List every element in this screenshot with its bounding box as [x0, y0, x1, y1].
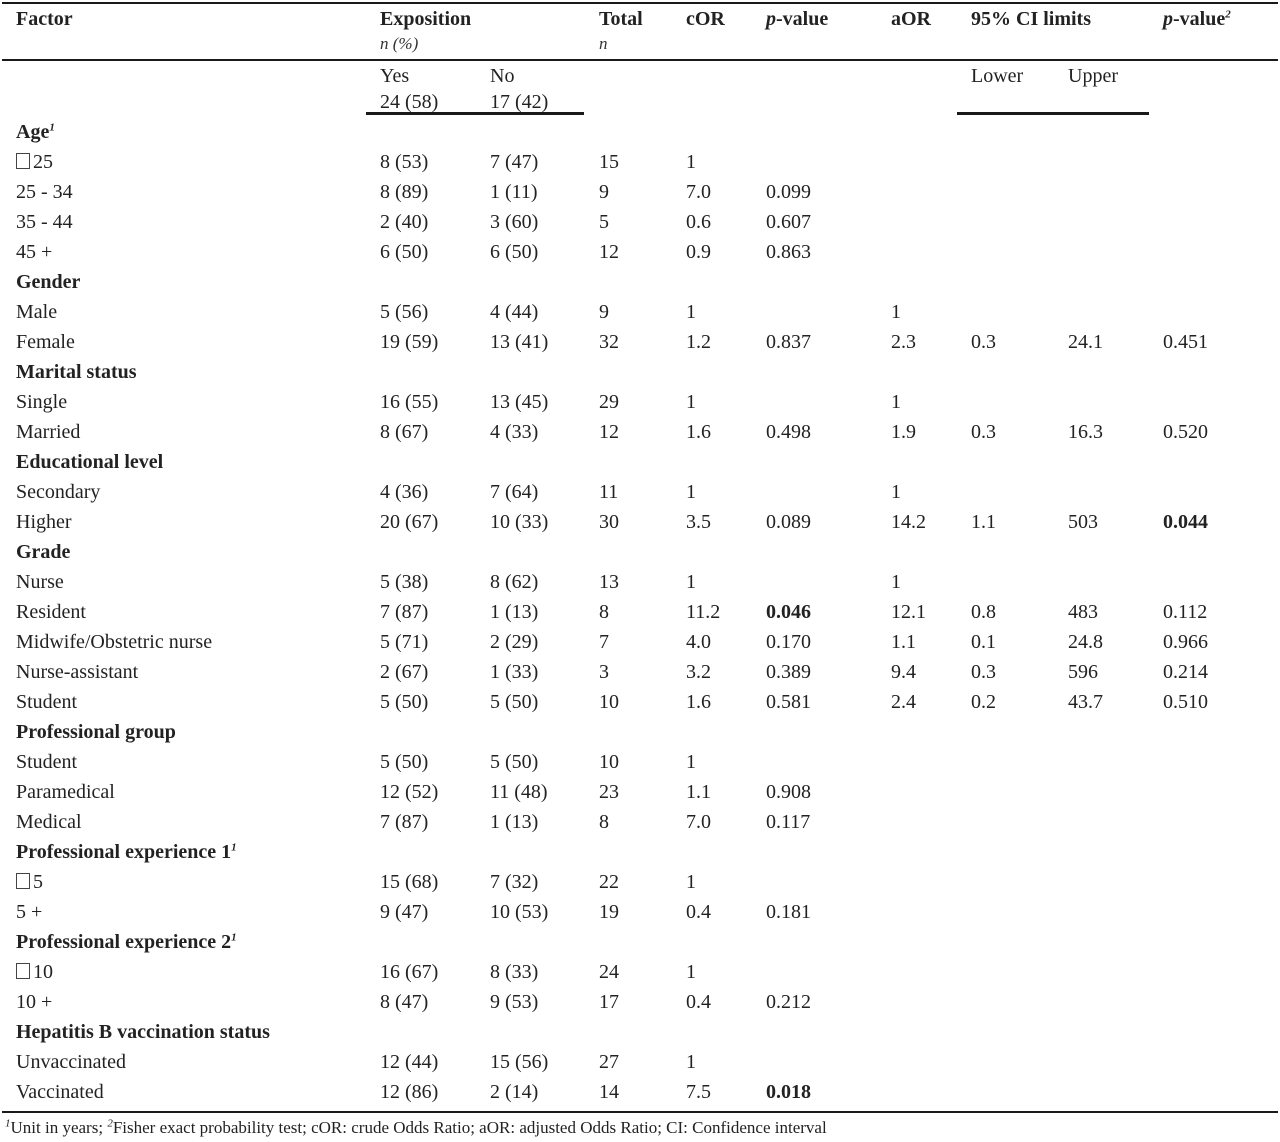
cell-cor: 0.6 [686, 211, 711, 233]
bottom-rule [2, 1111, 1278, 1113]
subheader-upper: Upper [1068, 65, 1118, 87]
section-label: Hepatitis B vaccination status [16, 1021, 270, 1043]
cell-ci-lower: 0.1 [971, 631, 996, 653]
cell-yes: 5 (50) [380, 691, 429, 713]
cell-ci-lower: 0.3 [971, 661, 996, 683]
cell-no: 15 (56) [490, 1051, 549, 1073]
cell-pvalue2: 0.112 [1163, 601, 1208, 623]
cell-cor: 7.0 [686, 181, 711, 203]
cell-total: 27 [599, 1051, 619, 1073]
cell-total: 8 [599, 601, 609, 623]
row-label: Unvaccinated [16, 1051, 126, 1073]
cell-no: 7 (47) [490, 151, 539, 173]
cell-yes: 5 (38) [380, 571, 429, 593]
cell-cor: 3.2 [686, 661, 711, 683]
cell-aor: 9.4 [891, 661, 916, 683]
cell-total: 9 [599, 301, 609, 323]
row-label: Male [16, 301, 58, 323]
cell-total: 12 [599, 421, 619, 443]
cell-aor: 2.3 [891, 331, 916, 353]
cell-no: 6 (50) [490, 241, 539, 263]
cell-yes: 4 (36) [380, 481, 429, 503]
cell-cor: 1.6 [686, 421, 711, 443]
cell-cor: 7.5 [686, 1081, 711, 1103]
footnote: $^1$Unit in years; $^2$Fisher exact probability test; cOR: crude Odds Ratio; aOR: adjusted Odds Ratio; CI: Confidence interval [5, 1117, 827, 1137]
cell-pvalue: 0.389 [766, 661, 811, 683]
cell-ci-lower: 0.3 [971, 331, 996, 353]
col-header-pvalue: p-value [766, 8, 829, 30]
col-header-exposition: Exposition [380, 8, 472, 30]
row-label: Married [16, 421, 81, 443]
cell-cor: 0.4 [686, 991, 711, 1013]
cell-total: 15 [599, 151, 619, 173]
cell-pvalue: 0.212 [766, 991, 811, 1013]
cell-total: 19 [599, 901, 619, 923]
cell-no: 10 (33) [490, 511, 549, 533]
cell-aor: 14.2 [891, 511, 926, 533]
cell-pvalue: 0.837 [766, 331, 811, 353]
section-label: Professional experience $1^1$ [16, 841, 237, 863]
cell-yes: 12 (52) [380, 781, 439, 803]
row-label: Vaccinated [16, 1081, 104, 1103]
cell-pvalue2: 0.044 [1163, 511, 1208, 533]
section-label: Professional experience $2^1$ [16, 931, 237, 953]
cell-yes: 5 (50) [380, 751, 429, 773]
col-header-ci: 95% CI limits [971, 8, 1091, 30]
cell-no: 2 (29) [490, 631, 539, 653]
row-label: Nurse-assistant [16, 661, 139, 683]
cell-total: 10 [599, 751, 619, 773]
cell-total: 24 [599, 961, 619, 983]
row-label: 25 - 34 [16, 181, 73, 203]
cell-pvalue: 0.498 [766, 421, 811, 443]
cell-ci-upper: 596 [1068, 661, 1098, 683]
cell-ci-upper: 483 [1068, 601, 1098, 623]
cell-yes: 19 (59) [380, 331, 439, 353]
subheader-lower: Lower [971, 65, 1024, 87]
cell-cor: 0.4 [686, 901, 711, 923]
cell-no: 1 (13) [490, 601, 539, 623]
cell-no: 8 (62) [490, 571, 539, 593]
cell-total: 13 [599, 571, 619, 593]
cell-aor: 1.9 [891, 421, 916, 443]
row-label: Paramedical [16, 781, 115, 803]
row-label: Secondary [16, 481, 101, 503]
cell-yes: 7 (87) [380, 811, 429, 833]
cell-cor: 1 [686, 1051, 696, 1073]
col-subheader-total: n [599, 34, 608, 53]
subheader-yes: Yes [380, 65, 410, 87]
cell-total: 17 [599, 991, 619, 1013]
cell-total: 14 [599, 1081, 619, 1103]
cell-pvalue2: 0.451 [1163, 331, 1208, 353]
row-label: Student [16, 751, 78, 773]
cell-total: 23 [599, 781, 619, 803]
row-label: 35 - 44 [16, 211, 73, 233]
cell-cor: 7.0 [686, 811, 711, 833]
cell-total: 12 [599, 241, 619, 263]
section-label: Gender [16, 271, 81, 293]
cell-ci-lower: 0.8 [971, 601, 996, 623]
subheader-no: No [490, 65, 515, 87]
cell-no: 1 (13) [490, 811, 539, 833]
cell-no: 8 (33) [490, 961, 539, 983]
cell-pvalue: 0.089 [766, 511, 811, 533]
col-subheader-exposition: n (%) [380, 34, 419, 53]
cell-cor: 1.2 [686, 331, 711, 353]
section-label: Marital status [16, 361, 137, 383]
cell-ci-lower: 1.1 [971, 511, 996, 533]
cell-yes: 2 (67) [380, 661, 429, 683]
cell-yes: 8 (53) [380, 151, 429, 173]
cell-no: 1 (11) [490, 181, 538, 203]
cell-pvalue2: 0.510 [1163, 691, 1208, 713]
cell-cor: 1 [686, 301, 696, 323]
cell-total: 32 [599, 331, 619, 353]
cell-pvalue: 0.581 [766, 691, 811, 713]
row-label: Medical [16, 811, 82, 833]
cell-ci-upper: 503 [1068, 511, 1098, 533]
cell-ci-lower: 0.2 [971, 691, 996, 713]
cell-total: 22 [599, 871, 619, 893]
cell-yes: 16 (55) [380, 391, 439, 413]
cell-ci-upper: 43.7 [1068, 691, 1103, 713]
cell-pvalue: 0.046 [766, 601, 811, 623]
cell-aor: 1 [891, 571, 901, 593]
cell-no: 5 (50) [490, 691, 539, 713]
cell-pvalue: 0.170 [766, 631, 811, 653]
header-rule [2, 59, 1278, 61]
cell-aor: 1.1 [891, 631, 916, 653]
cell-no: 2 (14) [490, 1081, 539, 1103]
subheader-no-count: 17 (42) [490, 91, 549, 113]
cell-ci-upper: 24.8 [1068, 631, 1103, 653]
cell-cor: 1.6 [686, 691, 711, 713]
section-label: Educational level [16, 451, 164, 473]
cell-aor: 2.4 [891, 691, 916, 713]
cell-pvalue: 0.863 [766, 241, 811, 263]
cell-pvalue2: 0.520 [1163, 421, 1208, 443]
cell-no: 4 (33) [490, 421, 539, 443]
cell-aor: 1 [891, 481, 901, 503]
col-header-cor: cOR [686, 8, 725, 30]
row-label: Nurse [16, 571, 64, 593]
cell-yes: 8 (89) [380, 181, 429, 203]
missing-glyph-icon [16, 873, 30, 889]
cell-no: 4 (44) [490, 301, 539, 323]
cell-no: 1 (33) [490, 661, 539, 683]
cell-cor: 11.2 [686, 601, 721, 623]
cell-no: 11 (48) [490, 781, 548, 803]
cell-no: 7 (32) [490, 871, 539, 893]
cell-pvalue: 0.607 [766, 211, 811, 233]
cell-cor: 1 [686, 961, 696, 983]
cell-total: 7 [599, 631, 609, 653]
cell-cor: 1 [686, 871, 696, 893]
cell-ci-upper: 24.1 [1068, 331, 1103, 353]
cell-yes: 12 (86) [380, 1081, 439, 1103]
cell-total: 9 [599, 181, 609, 203]
cell-pvalue: 0.018 [766, 1081, 811, 1103]
cell-cor: 1 [686, 571, 696, 593]
section-label: Age$^1$ [16, 121, 55, 143]
row-label: Resident [16, 601, 86, 623]
row-label: Midwife/Obstetric nurse [16, 631, 213, 653]
col-header-total: Total [599, 8, 643, 30]
cell-ci-upper: 16.3 [1068, 421, 1103, 443]
cell-total: 29 [599, 391, 619, 413]
row-label: Female [16, 331, 75, 353]
cell-pvalue: 0.117 [766, 811, 811, 833]
cell-yes: 5 (56) [380, 301, 429, 323]
row-label: Higher [16, 511, 72, 533]
row-label: 45 + [16, 241, 53, 263]
cell-cor: 1 [686, 481, 696, 503]
cell-no: 13 (41) [490, 331, 549, 353]
cell-cor: 3.5 [686, 511, 711, 533]
cell-cor: 1 [686, 391, 696, 413]
row-label: 25 [16, 151, 53, 173]
cell-no: 7 (64) [490, 481, 539, 503]
cell-pvalue2: 0.966 [1163, 631, 1208, 653]
cell-yes: 7 (87) [380, 601, 429, 623]
cell-cor: 0.9 [686, 241, 711, 263]
missing-glyph-icon [16, 153, 30, 169]
cell-yes: 8 (47) [380, 991, 429, 1013]
cell-pvalue: 0.908 [766, 781, 811, 803]
row-label: 5 [16, 871, 43, 893]
cell-aor: 12.1 [891, 601, 926, 623]
cell-total: 5 [599, 211, 609, 233]
cell-no: 13 (45) [490, 391, 549, 413]
missing-glyph-icon [16, 963, 30, 979]
col-header-aor: aOR [891, 8, 931, 30]
cell-aor: 1 [891, 301, 901, 323]
cell-cor: 1 [686, 151, 696, 173]
row-label: Single [16, 391, 68, 413]
cell-cor: 1.1 [686, 781, 711, 803]
cell-pvalue: 0.181 [766, 901, 811, 923]
cell-yes: 2 (40) [380, 211, 429, 233]
row-label: 5 + [16, 901, 43, 923]
cell-pvalue: 0.099 [766, 181, 811, 203]
cell-yes: 5 (71) [380, 631, 429, 653]
cell-no: 3 (60) [490, 211, 539, 233]
ci-underline [957, 112, 1149, 115]
cell-yes: 20 (67) [380, 511, 439, 533]
col-header-factor: Factor [16, 8, 73, 30]
subheader-yes-count: 24 (58) [380, 91, 439, 113]
cell-aor: 1 [891, 391, 901, 413]
cell-yes: 9 (47) [380, 901, 429, 923]
cell-ci-lower: 0.3 [971, 421, 996, 443]
cell-total: 11 [599, 481, 619, 503]
cell-no: 5 (50) [490, 751, 539, 773]
cell-yes: 16 (67) [380, 961, 439, 983]
cell-yes: 15 (68) [380, 871, 439, 893]
cell-no: 9 (53) [490, 991, 539, 1013]
col-header-pvalue2: p-value$^2$ [1163, 8, 1231, 30]
cell-total: 10 [599, 691, 619, 713]
cell-total: 30 [599, 511, 619, 533]
row-label: 10 + [16, 991, 53, 1013]
cell-cor: 1 [686, 751, 696, 773]
cell-yes: 6 (50) [380, 241, 429, 263]
cell-total: 8 [599, 811, 609, 833]
cell-cor: 4.0 [686, 631, 711, 653]
section-label: Professional group [16, 721, 176, 743]
top-rule [2, 2, 1278, 4]
cell-no: 10 (53) [490, 901, 549, 923]
row-label: Student [16, 691, 78, 713]
row-label: 10 [16, 961, 53, 983]
cell-yes: 12 (44) [380, 1051, 439, 1073]
cell-pvalue2: 0.214 [1163, 661, 1208, 683]
section-label: Grade [16, 541, 71, 563]
cell-total: 3 [599, 661, 609, 683]
cell-yes: 8 (67) [380, 421, 429, 443]
